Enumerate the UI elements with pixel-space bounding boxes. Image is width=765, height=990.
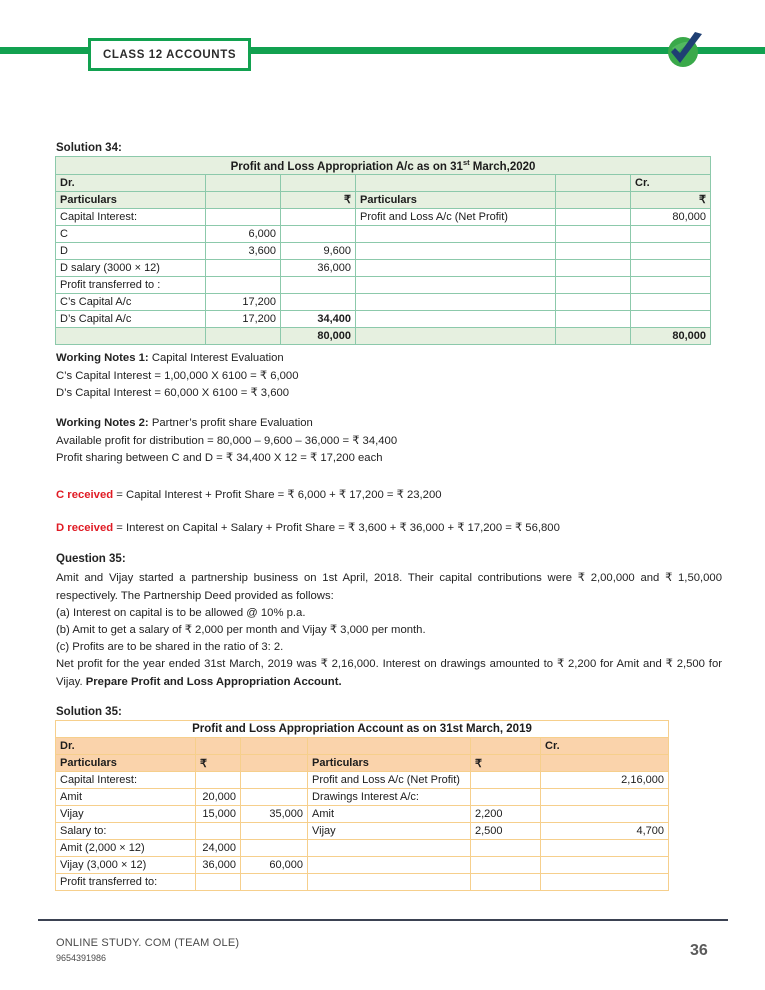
cell-ramt [631,310,711,327]
cell-ramt [541,857,669,874]
total-left [56,327,206,344]
cell-amt [281,208,356,225]
footer-page-number: 36 [690,942,708,959]
cell-left: Vijay [56,806,196,823]
table-row [56,225,711,242]
cell-right [356,276,556,293]
solution-35-ledger-table [55,720,669,891]
cell-ramt [631,293,711,310]
cell-left: D’s Capital A/c [56,310,206,327]
total-ramt: 80,000 [631,327,711,344]
table-header-row [56,191,711,208]
working-notes-1-block [56,350,706,403]
cell-ramt [631,259,711,276]
total-right [356,327,556,344]
col-particulars-left: Particulars [56,755,196,772]
col-sub-left [206,191,281,208]
cell-right [308,857,471,874]
col-particulars-right: Particulars [356,191,556,208]
green-leaf-checkmark-logo-icon [662,28,710,74]
table-row [56,840,669,857]
cell-ramt [541,874,669,891]
working-notes-1-heading [56,350,706,368]
total-amt: 80,000 [281,327,356,344]
c-received-line [56,487,706,505]
cell-ramt: 80,000 [631,208,711,225]
col-rupee-left: ₹ [196,755,241,772]
table-row [56,310,711,327]
cr-spacer-1 [308,738,471,755]
cell-sub: 20,000 [196,789,241,806]
table-row [56,259,711,276]
table-drcr-row [56,174,711,191]
question-35-item-b: (b) Amit to get a salary of ₹ 2,000 per month and Vijay ₹ 3,000 per month. [56,624,426,636]
cell-right: Vijay [308,823,471,840]
d-received-label: D received [56,522,114,534]
cell-sub [196,772,241,789]
cell-amt [241,772,308,789]
cell-amt: 9,600 [281,242,356,259]
cell-right: Amit [308,806,471,823]
cell-sub [206,208,281,225]
table-row [56,276,711,293]
d-received-text: = Interest on Capital + Salary + Profit Share = ₹ 3,600 + ₹ 36,000 + ₹ 17,200 = ₹ 56,800 [113,522,560,534]
cell-left: D [56,242,206,259]
cell-left: Amit [56,789,196,806]
col-sub-right [541,755,669,772]
dr-spacer-1 [196,738,241,755]
cell-amt [281,225,356,242]
table-title [56,157,711,175]
cell-ramt [631,225,711,242]
cell-ramt: 4,700 [541,823,669,840]
cell-right [308,840,471,857]
cell-sub: 17,200 [206,293,281,310]
cell-rsub [556,208,631,225]
cell-sub: 36,000 [196,857,241,874]
col-particulars-left: Particulars [56,191,206,208]
cell-right: Profit and Loss A/c (Net Profit) [308,772,471,789]
cell-left: Amit (2,000 × 12) [56,840,196,857]
cell-sub: 17,200 [206,310,281,327]
cell-amt: 34,400 [281,310,356,327]
cell-ramt [631,242,711,259]
col-rupee-right: ₹ [631,191,711,208]
cell-rsub: 2,500 [471,823,541,840]
total-rsub [556,327,631,344]
cell-right [356,310,556,327]
cr-label: Cr. [541,738,669,755]
cell-rsub: 2,200 [471,806,541,823]
cell-amt: 35,000 [241,806,308,823]
cell-amt [241,840,308,857]
table-title-sup: st [462,158,470,167]
table-row [56,874,669,891]
solution-34-ledger-table [55,156,711,345]
dr-spacer-1 [206,174,281,191]
cell-ramt [631,276,711,293]
cell-ramt [541,789,669,806]
table-drcr-row [56,738,669,755]
question-35-paragraph-1: Amit and Vijay started a partnership business on 1st April, 2018. Their capital contributions were ₹ 2,00,000 and ₹ 1,50,000 respectively. The Partnership Deed provided as follows: [56,572,722,602]
question-35-label: Question 35: [56,553,126,565]
cell-sub [206,259,281,276]
cell-left: Capital Interest: [56,208,206,225]
table-row [56,789,669,806]
cell-sub [196,823,241,840]
cr-spacer-2 [471,738,541,755]
question-35-paragraph-2 [56,656,722,691]
dr-label: Dr. [56,738,196,755]
solution-34-label: Solution 34: [56,142,122,154]
cell-rsub [471,857,541,874]
cell-rsub [471,874,541,891]
cell-sub: 3,600 [206,242,281,259]
table-header-row [56,755,669,772]
table-row [56,208,711,225]
table-row [56,806,669,823]
solution-35-label: Solution 35: [56,706,122,718]
cell-right [356,259,556,276]
cell-amt [281,293,356,310]
cell-ramt: 2,16,000 [541,772,669,789]
footer-brand: ONLINE STUDY. COM (TEAM OLE) [56,937,240,949]
table-title-main: Profit and Loss Appropriation A/c as on 31 [230,160,463,173]
cell-rsub [556,225,631,242]
page-header [0,0,765,86]
cell-amt: 60,000 [241,857,308,874]
cell-left: C [56,225,206,242]
cell-right [356,242,556,259]
cell-left: C’s Capital A/c [56,293,206,310]
question-35-paragraph-2-plain: Net profit for the year ended 31st March, 2019 was ₹ 2,16,000. Interest on drawings amounted to ₹ 2,200 for Amit and ₹ 2,500 for Vijay. [56,658,722,688]
question-35-item-c: (c) Profits are to be shared in the ratio of 3: 2. [56,641,284,653]
cell-rsub [471,789,541,806]
cell-amt [241,789,308,806]
cell-rsub [471,840,541,857]
table-title-row [56,157,711,175]
working-notes-2-block [56,415,706,468]
col-rupee-left: ₹ [281,191,356,208]
cell-right [356,293,556,310]
cell-sub: 15,000 [196,806,241,823]
working-notes-1-title: Capital Interest Evaluation [148,352,284,364]
col-particulars-right: Particulars [308,755,471,772]
total-sub [206,327,281,344]
class-badge-label: CLASS 12 ACCOUNTS [103,49,237,61]
col-sub-right [556,191,631,208]
footer-phone: 9654391986 [56,953,107,963]
table-row [56,857,669,874]
col-sub-left [241,755,308,772]
question-35-prepare-instruction: Prepare Profit and Loss Appropriation Account. [85,675,342,688]
working-notes-2-title: Partner’s profit share Evaluation [148,417,313,429]
cell-rsub [556,310,631,327]
cell-amt [241,823,308,840]
table-row [56,242,711,259]
table-title-row [56,721,669,738]
dr-spacer-2 [241,738,308,755]
table-title-tail: March,2020 [469,160,536,173]
working-notes-2-label: Working Notes 2: [56,417,149,429]
cell-left: Profit transferred to : [56,276,206,293]
working-notes-1-label: Working Notes 1: [56,352,149,364]
cell-right [308,874,471,891]
question-35-item-a: (a) Interest on capital is to be allowed @ 10% p.a. [56,607,306,619]
cell-rsub [556,276,631,293]
working-notes-2-line-1: Available profit for distribution = 80,000 – 9,600 – 36,000 = ₹ 34,400 [56,434,398,447]
col-rupee-right: ₹ [471,755,541,772]
cell-right: Profit and Loss A/c (Net Profit) [356,208,556,225]
class-badge [88,38,251,71]
working-notes-1-line-2: D’s Capital Interest = 60,000 X 6100 = ₹ 3,600 [56,387,290,399]
working-notes-1-line-1: C’s Capital Interest = 1,00,000 X 6100 = ₹ 6,000 [56,369,299,382]
cell-rsub [471,772,541,789]
dr-label: Dr. [56,174,206,191]
cell-sub [196,874,241,891]
cr-spacer-2 [556,174,631,191]
table-row [56,293,711,310]
table-row [56,772,669,789]
cell-ramt [541,840,669,857]
cell-sub: 24,000 [196,840,241,857]
c-received-label: C received [56,489,114,501]
cr-label: Cr. [631,174,711,191]
cell-rsub [556,293,631,310]
dr-spacer-2 [281,174,356,191]
working-notes-2-heading [56,415,706,433]
cell-right [356,225,556,242]
cell-left: Profit transferred to: [56,874,196,891]
table-row [56,823,669,840]
cell-amt [281,276,356,293]
cell-ramt [541,806,669,823]
table-title: Profit and Loss Appropriation Account as on 31st March, 2019 [56,721,669,738]
table-total-row [56,327,711,344]
cell-rsub [556,242,631,259]
cell-left: Vijay (3,000 × 12) [56,857,196,874]
cell-sub: 6,000 [206,225,281,242]
cell-rsub [556,259,631,276]
cell-left: Salary to: [56,823,196,840]
working-notes-2-line-2: Profit sharing between C and D = ₹ 34,400 X 12 = ₹ 17,200 each [56,452,383,464]
cell-amt: 36,000 [281,259,356,276]
footer-divider [38,919,728,921]
cell-left: D salary (3000 × 12) [56,259,206,276]
cell-right: Drawings Interest A/c: [308,789,471,806]
c-received-text: = Capital Interest + Profit Share = ₹ 6,000 + ₹ 17,200 = ₹ 23,200 [113,489,442,501]
d-received-line [56,520,706,538]
cell-sub [206,276,281,293]
cell-left: Capital Interest: [56,772,196,789]
cell-amt [241,874,308,891]
cr-spacer-1 [356,174,556,191]
